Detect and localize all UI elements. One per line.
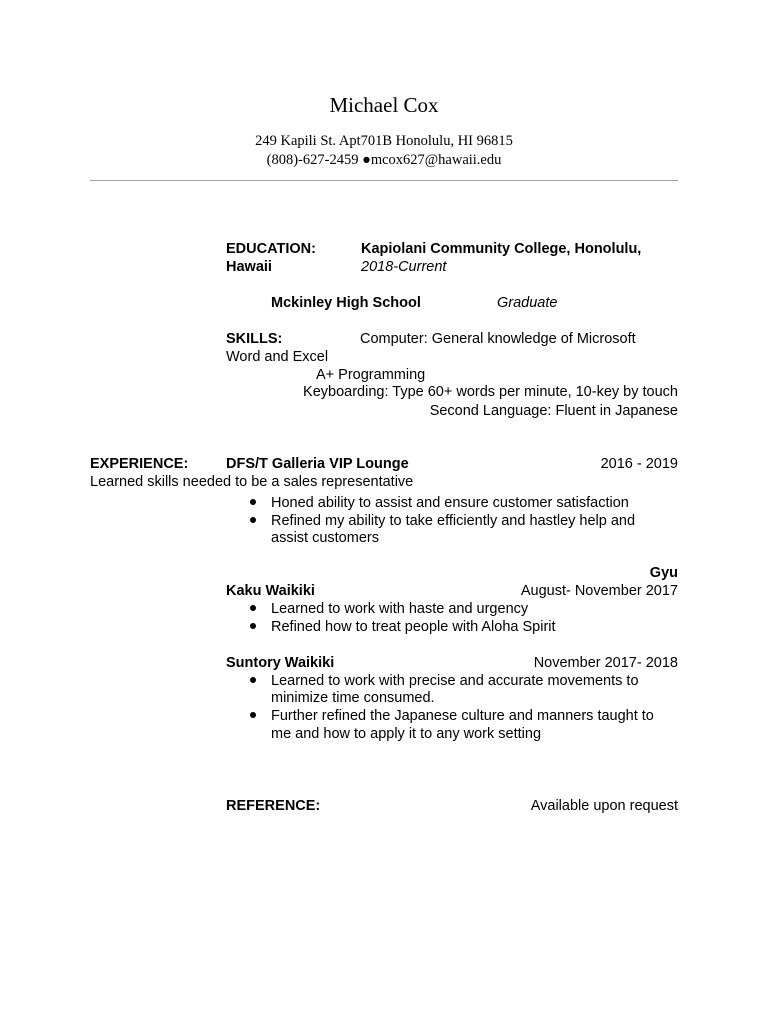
- bullet-separator-icon: ●: [362, 152, 371, 168]
- job-bullet-cont: minimize time consumed.: [271, 690, 435, 706]
- job-title-prefix: Gyu: [649, 565, 678, 581]
- job-title: Kaku Waikiki: [226, 583, 315, 599]
- job-bullet: Honed ability to assist and ensure customer satisfaction: [271, 495, 629, 511]
- job-intro: Learned skills needed to be a sales representative: [90, 474, 414, 490]
- job-dates: 2016 - 2019: [600, 456, 678, 472]
- reference-value: Available upon request: [530, 798, 678, 814]
- skill-computer-cont: Word and Excel: [226, 349, 329, 365]
- job-title: DFS/T Galleria VIP Lounge: [226, 456, 409, 472]
- bullet-icon: [250, 517, 256, 523]
- bullet-icon: [250, 712, 256, 718]
- highschool-name: Mckinley High School: [271, 295, 421, 311]
- skill-computer: Computer: General knowledge of Microsoft: [360, 331, 636, 347]
- resume-name: [0, 92, 768, 118]
- college-location-cont: Hawaii: [226, 259, 272, 275]
- job-bullet: Refined how to treat people with Aloha Spirit: [271, 619, 556, 635]
- job-bullet-cont: me and how to apply it to any work setting: [271, 726, 542, 742]
- reference-heading: REFERENCE:: [226, 798, 321, 814]
- job-bullet-cont: assist customers: [271, 530, 379, 546]
- bullet-icon: [250, 499, 256, 505]
- contact-line: [0, 151, 768, 169]
- skill-language: Second Language: Fluent in Japanese: [429, 403, 678, 419]
- skills-heading: SKILLS:: [226, 331, 283, 347]
- bullet-icon: [250, 677, 256, 683]
- job-dates: August- November 2017: [520, 583, 678, 599]
- address-line: 249 Kapili St. Apt701B Honolulu, HI 96815: [255, 133, 513, 149]
- job-title: Suntory Waikiki: [226, 655, 335, 671]
- college-name: Kapiolani Community College, Honolulu,: [361, 241, 642, 257]
- phone-text: (808)-627-2459: [266, 152, 359, 168]
- bullet-icon: [250, 623, 256, 629]
- job-bullet: Learned to work with precise and accurate movements to: [271, 673, 639, 689]
- name-text: Michael Cox: [329, 93, 439, 117]
- skill-programming: A+ Programming: [316, 367, 426, 383]
- email-link[interactable]: mcox627@hawaii.edu: [370, 152, 502, 168]
- job-dates: November 2017- 2018: [533, 655, 678, 671]
- header-divider: [90, 180, 678, 181]
- experience-heading: EXPERIENCE:: [90, 456, 189, 472]
- college-dates: 2018-Current: [361, 259, 447, 275]
- education-heading: EDUCATION:: [226, 241, 316, 257]
- highschool-status: Graduate: [497, 295, 558, 311]
- job-bullet: Further refined the Japanese culture and manners taught to: [271, 708, 654, 724]
- skill-keyboarding: Keyboarding: Type 60+ words per minute, 10-key by touch: [303, 384, 678, 400]
- job-bullet: Refined my ability to take efficiently and hastley help and: [271, 513, 636, 529]
- bullet-icon: [250, 605, 256, 611]
- job-bullet: Learned to work with haste and urgency: [271, 601, 529, 617]
